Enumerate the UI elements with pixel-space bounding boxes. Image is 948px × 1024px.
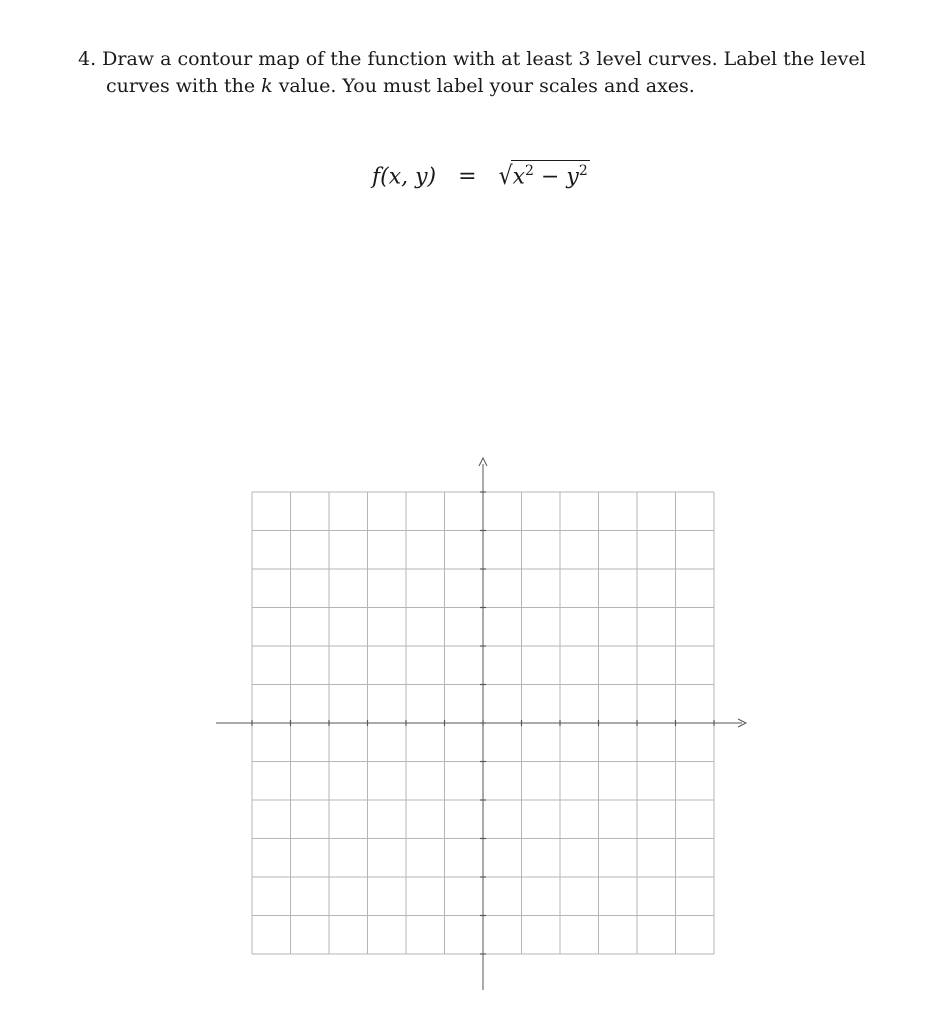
axes xyxy=(216,458,746,990)
problem-text-suffix: value. You must label your scales and axes. xyxy=(272,75,695,97)
exponent-y: 2 xyxy=(578,163,588,179)
radicand-y: y xyxy=(566,164,579,190)
radicand-minus: − xyxy=(533,164,567,190)
problem-text-prefix: curves with the xyxy=(106,75,262,97)
radicand-x: x xyxy=(512,164,526,190)
formula-lhs: f(x, y) xyxy=(372,164,437,190)
square-root-icon: √ xyxy=(498,162,513,192)
problem-text-line-1: 4. Draw a contour map of the function with at least 3 level curves. Label the level xyxy=(78,48,866,70)
k-variable: k xyxy=(261,75,273,97)
exponent-x: 2 xyxy=(525,163,534,179)
formula-equals: = xyxy=(458,164,477,190)
